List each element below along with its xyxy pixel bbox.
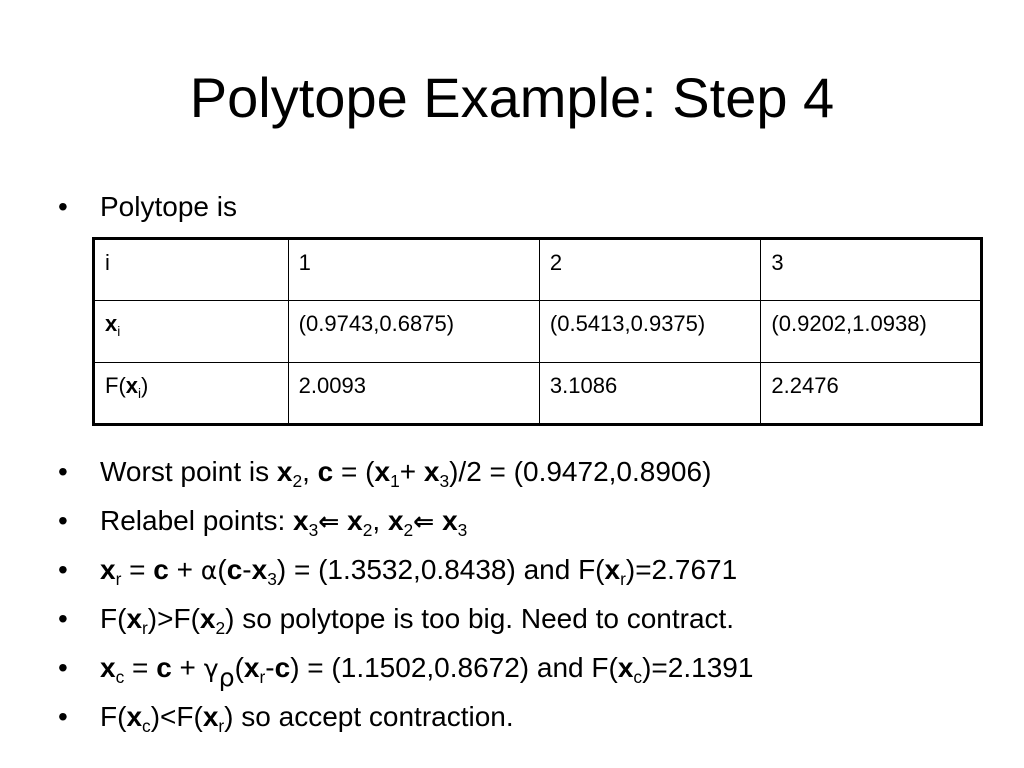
- bullet-marker: •: [58, 554, 68, 585]
- bullet-text: Polytope is: [100, 191, 237, 222]
- bullet-relabel: • Relabel points: $x_3⇐$ $x_2$, $x_2⇐$ $x_3$: [58, 501, 467, 542]
- arrow-icon: ⇐: [318, 507, 340, 536]
- bullet-polytope-is: [58, 187, 237, 227]
- rho-symbol: ρ: [218, 662, 235, 692]
- slide-title: Polytope Example: Step 4: [189, 66, 835, 129]
- table-cell-label-x: $x_i$: [94, 301, 289, 363]
- bullet-too-big: • $F(x_r)>F(x_2)$ so polytope is too big. Need to contract.: [58, 599, 734, 639]
- table-cell: (0.5413,0.9375): [539, 301, 761, 363]
- bullet-accept: • $F(x_c)<F(x_r)$ so accept contraction.: [58, 697, 514, 737]
- bullet-contraction: • $x_c = c + \gamma_\rho(x_r-c) = (1.1502,0.8672)$ and $F(x_c)=2.1391$: [58, 648, 753, 689]
- table-cell: 1: [288, 239, 539, 301]
- gamma-symbol: γ: [203, 654, 219, 683]
- table-cell: 2.2476: [761, 363, 982, 425]
- bullet-marker: •: [58, 505, 68, 536]
- bullet-marker: •: [58, 652, 68, 683]
- table-row-f: [94, 363, 982, 425]
- bullet-marker: •: [58, 603, 68, 634]
- bullet-reflection: • $x_r = c + \alpha(c-x_3) = (1.3532,0.8438)$ and $F(x_r)=2.7671$: [58, 550, 737, 591]
- table-cell: 3.1086: [539, 363, 761, 425]
- table-cell-label-f: $F(x_i)$: [94, 363, 289, 425]
- bullet-marker: •: [58, 191, 68, 222]
- bullet-worst-point: • Worst point is $x_2$, $c = (x_1+ x_3)/2 = (0.9472,0.8906)$: [58, 452, 711, 492]
- table-cell: (0.9202,1.0938): [761, 301, 982, 363]
- arrow-icon: ⇐: [413, 507, 435, 536]
- polytope-table: [92, 237, 983, 426]
- table-cell: 2: [539, 239, 761, 301]
- bullet-marker: •: [58, 701, 68, 732]
- table-cell: 2.0093: [288, 363, 539, 425]
- table-row-x: [94, 301, 982, 363]
- table-cell: 3: [761, 239, 982, 301]
- table-cell: i: [94, 239, 289, 301]
- table-header-row: [94, 239, 982, 301]
- bullet-marker: •: [58, 456, 68, 487]
- alpha-symbol: α: [200, 556, 218, 585]
- table-cell: (0.9743,0.6875): [288, 301, 539, 363]
